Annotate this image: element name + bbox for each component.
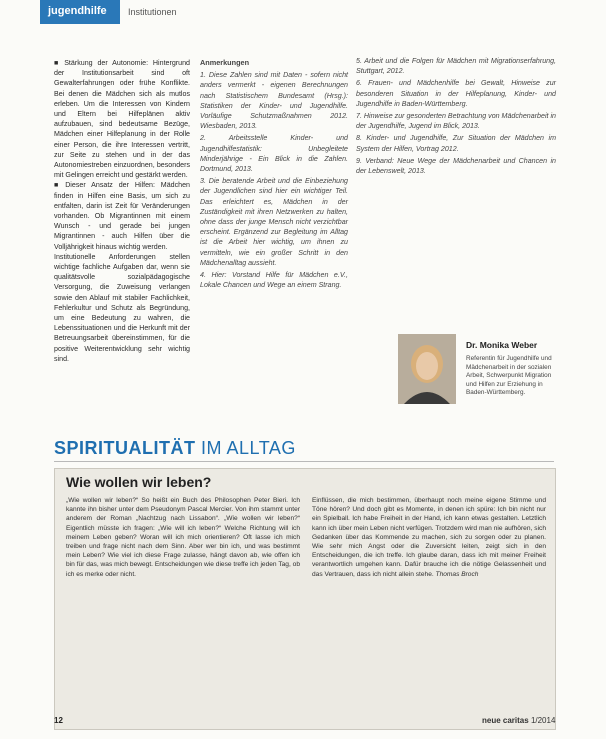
reference-item: 5. Arbeit und die Folgen für Mädchen mit Migrationserfahrung, Stuttgart, 2012. — [356, 57, 556, 76]
box-column: Einflüssen, die mich bestimmen, überhaupt noch meine eigene Stimme und Töne hören? Und doch gibt es Momente, in denen ich spüre: Ich bin nicht nur ein Spielball. Ich habe Freiheit in der Hand, ich kann etwas gestalten. Letztlich kann ich über mein Leben nicht verfügen. Trotzdem wird man nie aufhören, sich Gedanken über das Kommende zu machen, sich zu sorgen oder zu planen. Wie sehr mich Angst oder die Zuversicht leiten, zeigt sich in den Entscheidungen, die ich treffe. Ich glaube daran, dass ich mit meiner Freiheit verantwortlich umgehen kann. Dafür brauche ich die nötige Gelassenheit und das Vertrauen, dass ich nicht allein stehe. Thomas Broch — [312, 497, 546, 578]
bullet-square-icon: ■ — [54, 59, 62, 67]
section-subtitle: Institutionen — [128, 7, 177, 17]
reference-item: 3. Die beratende Arbeit und die Einbeziehung der Jugendlichen sind hier ein wichtiger Teil. Das erleichtert es, Mädchen in der Zuständigkeit mit ihren Netzwerken zu halten, ohne dass der junge Mensch nicht verzichtbar erscheint. Ergänzend zur Begleitung im Alltag ist die Arbeit hier wichtig, um ihnen zu vermitteln, wie ein großer Schritt in den Mädchenalltag aussieht. — [200, 177, 348, 267]
author-bio: Referentin für Jugendhilfe und Mädchenarbeit in der sozialen Arbeit, Schwerpunkt Migration und Hilfen zur Erziehung in Baden-Württemberg. — [466, 355, 552, 397]
box-title: Wie wollen wir leben? — [66, 474, 212, 490]
references-column — [200, 58, 348, 292]
divider — [54, 461, 554, 462]
author-photo — [398, 334, 456, 404]
reference-item: 2. Arbeitsstelle Kinder- und Jugendhilfestatistik: Unbegleitete Minderjährige - Ein Blick in die Zahlen. Dortmund, 2013. — [200, 134, 348, 174]
author-name: Dr. Monika Weber — [466, 340, 538, 350]
box-column: „Wie wollen wir leben?“ So heißt ein Buch des Philosophen Peter Bieri. Ich kannte ihn bisher unter dem Pseudonym Pascal Mercier. Von ihm stammt unter anderem der Roman „Nachtzug nach Lissabon“. „Wie wollen wir leben?“ Eigentlich müsste ich fragen: „Wie will ich leben?“ Welche Richtung will ich meinem Leben geben? Woran will ich mich orientieren? Oft lasse ich mich treiben und frage nicht nach dem Sinn. Aber wer bin ich, und was bestimmt mein Leben? Wie viel ich diese Frage zulasse, hängt davon ab, wie offen ich bin für das, was mich bewegt. Entscheidungen wie diese treffe ich jeden Tag, ob ich es merke oder nicht. — [66, 497, 300, 578]
section-tag-label: jugendhilfe — [48, 5, 107, 17]
article-paragraph: ■ Stärkung der Autonomie: Hintergrund der Institutionsarbeit sind oft Gewalterfahrungen oder frühe Konflikte. Bei denen die Mädchen sich als mutlos erleben. Um die Interessen von Kindern und Eltern bei Hilfeplänen aktiv aufzubauen, sind bedeutsame Bezüge, Mädchen einer Hilfeplanung in der Rolle einer Person, die ihre Interessen vertritt, zur Seite zu stehen und in der das Autonomiestreben einzuordnen, besonders mit Gelingen erreicht und gestärkt werden. — [54, 59, 190, 180]
bullet-square-icon: ■ — [54, 181, 63, 190]
reference-item: 6. Frauen- und Mädchenhilfe bei Gewalt, Hinweise zur besonderen Situation in der Hilfeplanung, Kinder- und Jugendhilfe in Baden-Württemberg. — [356, 79, 556, 108]
page-number: 12 — [54, 716, 63, 725]
magazine-footer: neue caritas 1/2014 — [482, 716, 556, 725]
references-title: Anmerkungen — [200, 58, 250, 67]
section-tag — [40, 0, 120, 24]
author-signature: Thomas Broch — [435, 570, 479, 578]
reference-item: 8. Kinder- und Jugendhilfe, Zur Situation der Mädchen im System der Hilfen, Vortrag 2012. — [356, 134, 556, 153]
reference-item: 7. Hinweise zur gesonderten Betrachtung von Mädchenarbeit in der Jugendhilfe, Jugend im Blick, 2013. — [356, 112, 556, 131]
references-column-continued — [356, 56, 556, 178]
reference-item: 9. Verband: Neue Wege der Mädchenarbeit und Chancen in der Lebenswelt, 2013. — [356, 156, 556, 176]
section-heading: SPIRITUALITÄT IM ALLTAG — [54, 438, 296, 458]
reference-item: 1. Diese Zahlen sind mit Daten - sofern nicht anders vermerkt - eigenen Berechnungen nach Statistischem Bundesamt (Hrsg.): Statistiken der Kinder- und Jugendhilfe. Vorläufige Schutzmaßnahmen 2012. Wiesbaden, 2013. — [200, 71, 348, 131]
article-paragraph: Institutionelle Anforderungen stellen wichtige fachliche Aufgaben dar, wenn sie qualitätsvolle sozialpädagogische Versorgung, die Zuweisung verlangen sowie den Ablauf mit stabiler Fachlichkeit, Fehlerkultur und Schutz als Begründung, um eine Bedeutung zu wahren, die Lebenssituationen und die Herkunft mit der Betreuungsarbeit übereinstimmen, für die positive Weiterentwicklung sehr wichtig sind. — [54, 252, 190, 363]
reference-item: 4. Hier: Vorstand Hilfe für Mädchen e.V., Lokale Chancen und Wege an einem Strang. — [200, 271, 348, 290]
article-paragraph: ■ Dieser Ansatz der Hilfen: Mädchen finden in Hilfen eine Basis, um sich zu entfalten, darin ist Zeit für Veränderungen vorhanden. Ob Migrantinnen mit einem Wunsch - und gerade bei jungen Migrantinnen - auch Hilfen über die Volljährigkeit hinaus wichtig werden. — [54, 181, 190, 251]
article-column-main — [54, 58, 190, 364]
